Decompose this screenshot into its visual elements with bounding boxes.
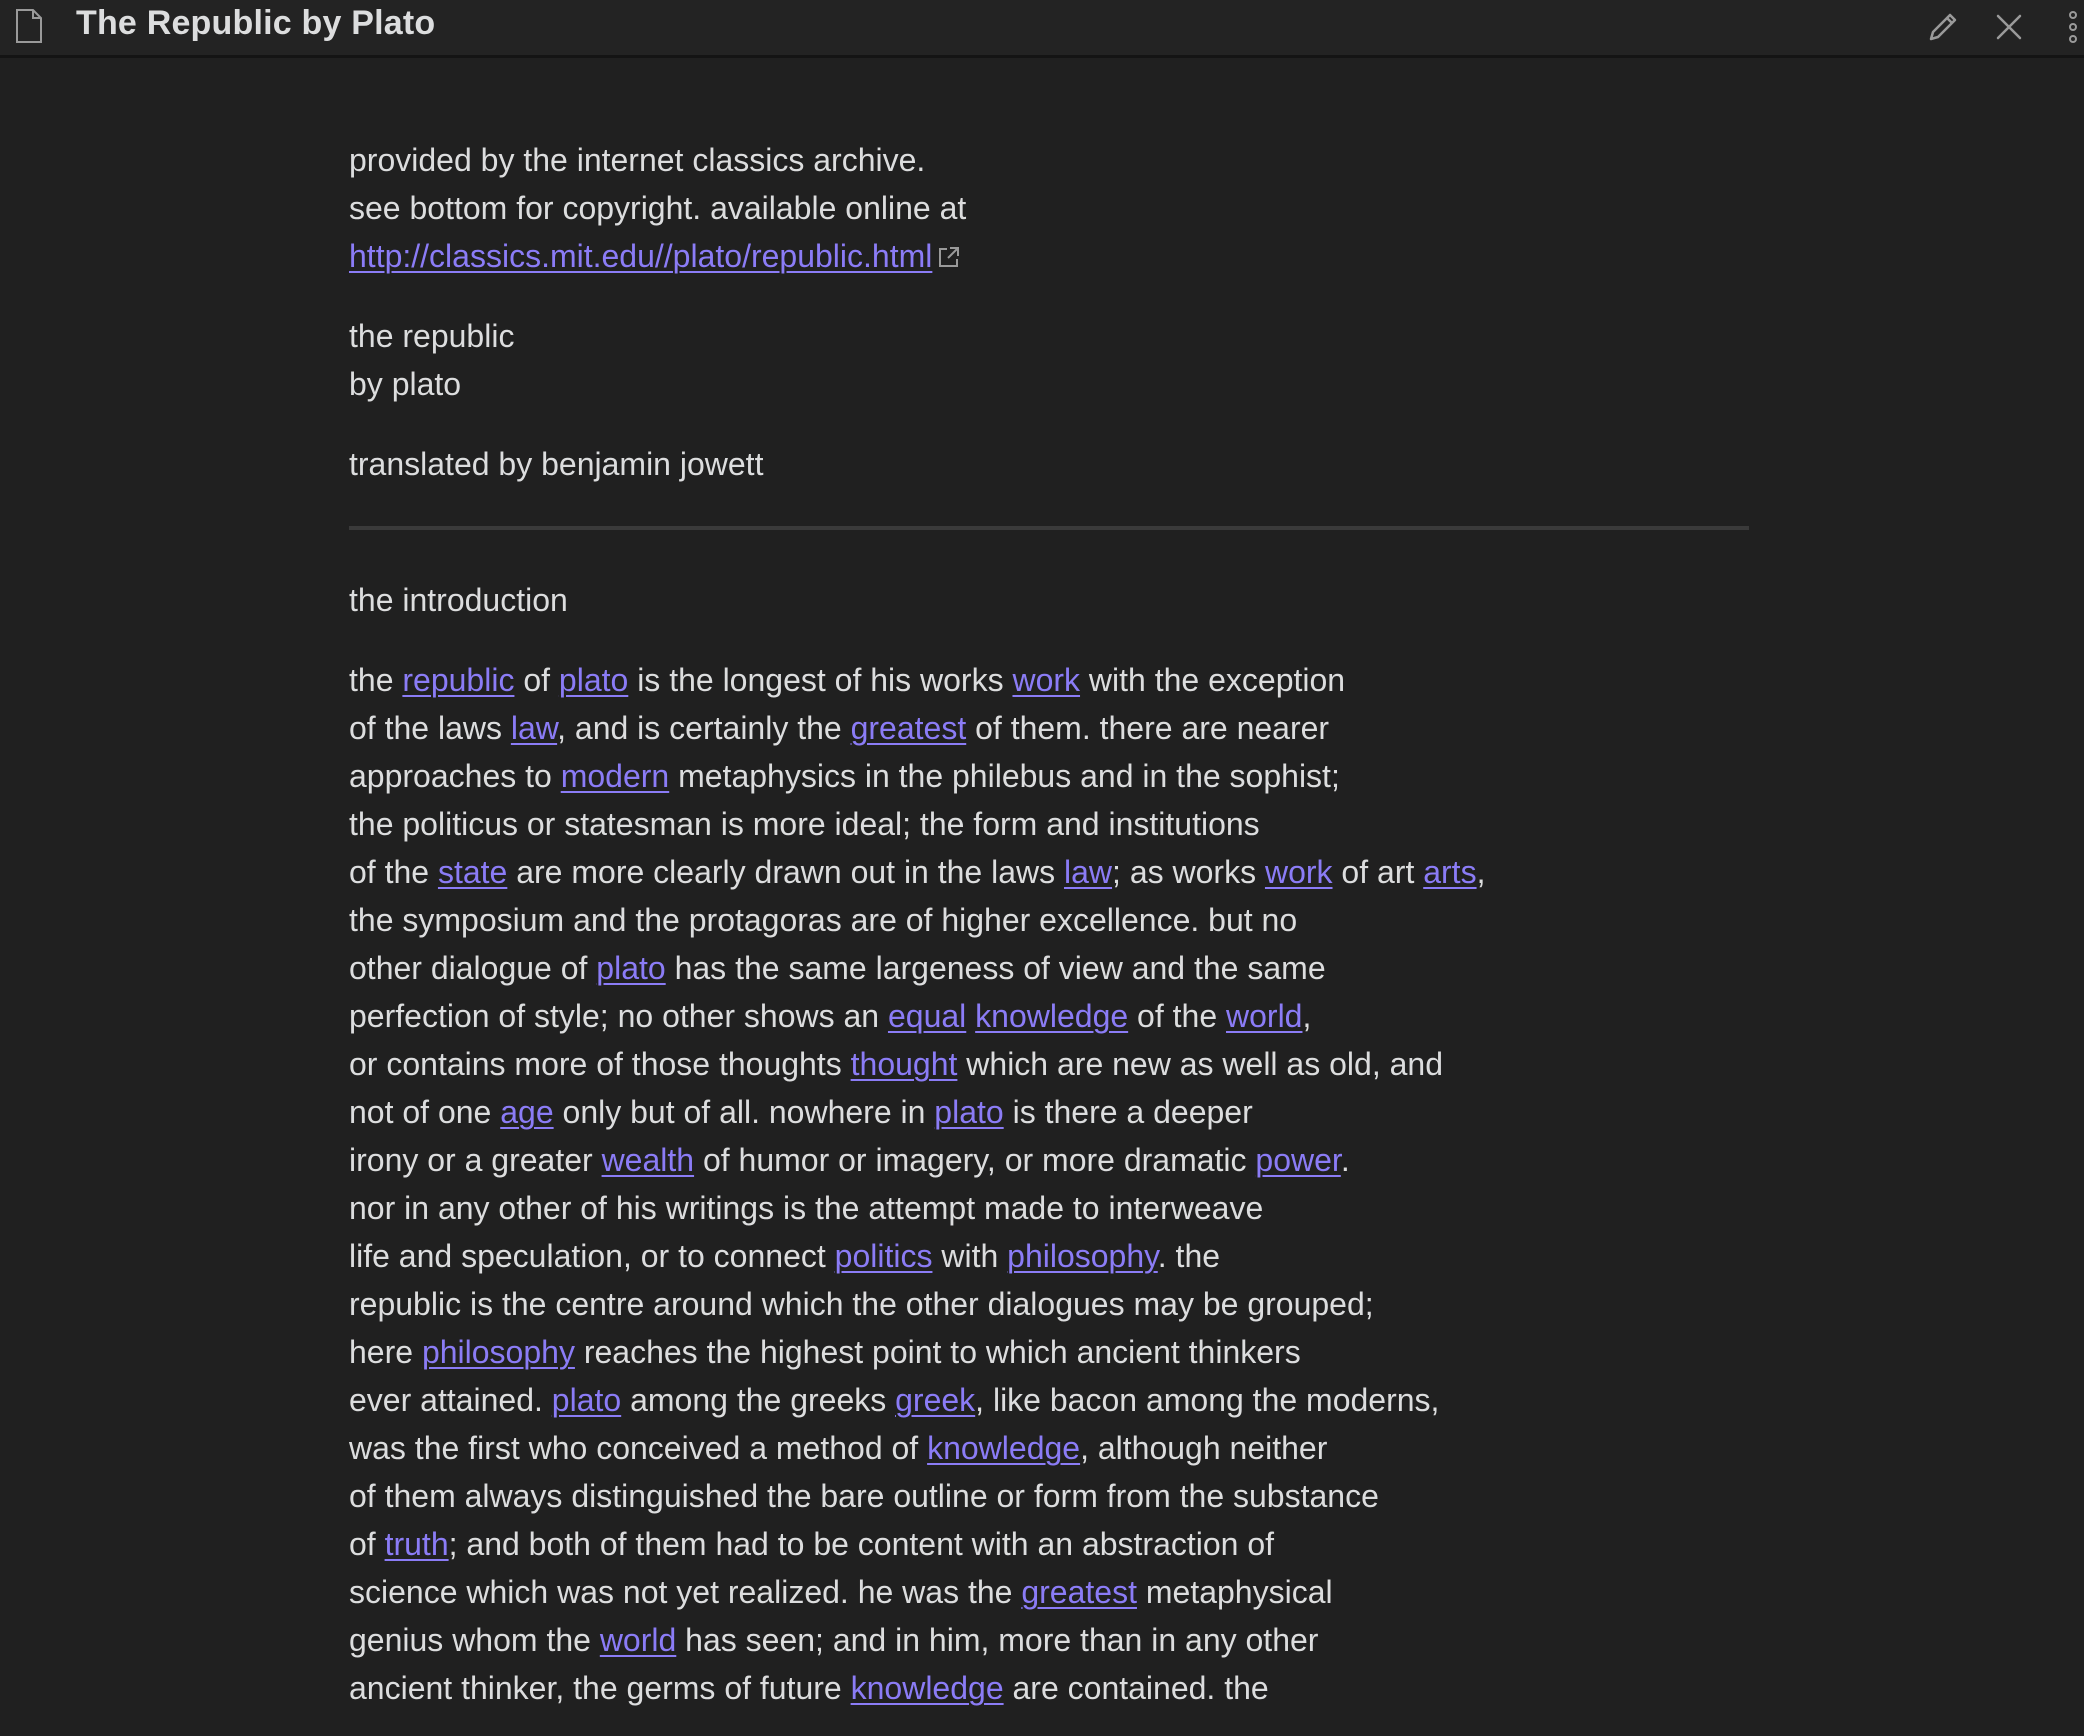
translator-line: translated by benjamin jowett (349, 446, 764, 482)
body-text: genius whom the (349, 1622, 600, 1658)
internal-link[interactable]: greatest (850, 710, 967, 746)
body-text: reaches the highest point to which ancient thinkers (574, 1334, 1301, 1370)
body-line (349, 1232, 1749, 1280)
body-text: , (1302, 998, 1312, 1034)
body-text: metaphysics in the philebus and in the sophist; (669, 758, 1340, 794)
body-text: the politicus or statesman is more ideal; the form and institutions (349, 806, 1260, 842)
internal-link[interactable]: plato (551, 1382, 622, 1418)
horizontal-divider (349, 526, 1749, 530)
title-paragraph (349, 312, 1749, 408)
source-link[interactable]: http://classics.mit.edu//plato/republic.html (349, 238, 933, 274)
body-line (349, 1568, 1749, 1616)
introduction-paragraph (349, 656, 1749, 1712)
internal-link[interactable]: republic (402, 662, 515, 698)
body-line (349, 752, 1749, 800)
body-text: with (932, 1238, 1008, 1274)
body-text: science which was not yet realized. he was the (349, 1574, 1022, 1610)
internal-link[interactable]: greek (895, 1382, 976, 1418)
internal-link[interactable]: knowledge (850, 1670, 1004, 1706)
close-icon[interactable] (1990, 8, 2028, 46)
body-text: or contains more of those thoughts (349, 1046, 851, 1082)
internal-link[interactable]: plato (596, 950, 666, 986)
body-line (349, 1472, 1749, 1520)
header-paragraph (349, 136, 1749, 280)
body-line (349, 1520, 1749, 1568)
header-line: provided by the internet classics archive. (349, 142, 926, 178)
body-text: are more clearly drawn out in the laws (507, 854, 1065, 890)
body-text: . (1340, 1142, 1350, 1178)
body-line (349, 1616, 1749, 1664)
body-line (349, 1424, 1749, 1472)
body-text: life and speculation, or to connect (349, 1238, 835, 1274)
more-options-icon[interactable] (2062, 8, 2084, 46)
body-line (349, 656, 1749, 704)
note-article (349, 136, 1749, 1736)
internal-link[interactable]: world (599, 1622, 677, 1658)
body-text: , (1476, 854, 1486, 890)
body-text: of them. there are nearer (966, 710, 1330, 746)
body-text: among the greeks (621, 1382, 896, 1418)
internal-link[interactable]: state (437, 854, 508, 890)
internal-link[interactable]: age (500, 1094, 554, 1130)
internal-link[interactable]: greatest (1021, 1574, 1137, 1610)
body-text: of the laws (349, 710, 511, 746)
body-text: of (349, 1526, 385, 1562)
section-heading-paragraph (349, 576, 1749, 624)
body-text: , like bacon among the moderns, (975, 1382, 1440, 1418)
body-text: not of one (349, 1094, 501, 1130)
internal-link[interactable]: plato (558, 662, 629, 698)
internal-link[interactable]: work (1264, 854, 1333, 890)
body-text: , and is certainly the (557, 710, 851, 746)
body-line (349, 704, 1749, 752)
body-text: nor in any other of his writings is the attempt made to interweave (349, 1190, 1264, 1226)
internal-link[interactable]: modern (560, 758, 670, 794)
internal-link[interactable]: law (510, 710, 558, 746)
body-text: republic is the centre around which the other dialogues may be grouped; (349, 1286, 1374, 1322)
section-heading: the introduction (349, 582, 568, 618)
body-text: with the exception (1080, 662, 1346, 698)
body-text: was the first who conceived a method of (349, 1430, 928, 1466)
internal-link[interactable]: power (1255, 1142, 1341, 1178)
reading-view[interactable] (0, 58, 2084, 1736)
body-text: irony or a greater (349, 1142, 602, 1178)
body-text (966, 998, 975, 1034)
internal-link[interactable]: work (1012, 662, 1081, 698)
internal-link[interactable]: world (1226, 998, 1303, 1034)
body-line (349, 1136, 1749, 1184)
internal-link[interactable]: law (1064, 854, 1113, 890)
body-line (349, 1664, 1749, 1712)
book-author: by plato (349, 366, 462, 402)
body-text: has the same largeness of view and the same (665, 950, 1326, 986)
internal-link[interactable]: wealth (601, 1142, 695, 1178)
body-text: of the (349, 854, 438, 890)
source-link-line (349, 232, 1749, 280)
body-text: approaches to (349, 758, 561, 794)
edit-icon[interactable] (1924, 8, 1962, 46)
internal-link[interactable]: plato (934, 1094, 1004, 1130)
body-text: , although neither (1080, 1430, 1328, 1466)
body-text: perfection of style; no other shows an (349, 998, 888, 1034)
body-line (349, 1088, 1749, 1136)
internal-link[interactable]: truth (384, 1526, 449, 1562)
body-line (349, 992, 1749, 1040)
internal-link[interactable]: equal (887, 998, 967, 1034)
body-text: only but of all. nowhere in (553, 1094, 935, 1130)
body-text: . the (1157, 1238, 1221, 1274)
body-text: is there a deeper (1003, 1094, 1253, 1130)
internal-link[interactable]: politics (834, 1238, 933, 1274)
body-line (349, 896, 1749, 944)
body-text: ever attained. (349, 1382, 552, 1418)
internal-link[interactable]: knowledge (975, 998, 1129, 1034)
file-icon (14, 8, 44, 44)
body-text: of (514, 662, 559, 698)
external-link-icon (936, 244, 962, 270)
body-text: the symposium and the protagoras are of higher excellence. but no (349, 902, 1298, 938)
body-text: here (349, 1334, 422, 1370)
internal-link[interactable]: arts (1423, 854, 1477, 890)
body-text: ; as works (1112, 854, 1265, 890)
body-line (349, 1376, 1749, 1424)
book-title: the republic (349, 318, 515, 354)
body-line (349, 800, 1749, 848)
body-text: other dialogue of (349, 950, 597, 986)
body-line (349, 1328, 1749, 1376)
body-line (349, 1280, 1749, 1328)
body-text: of humor or imagery, or more dramatic (694, 1142, 1256, 1178)
internal-link[interactable]: philosophy (1007, 1238, 1158, 1274)
body-text: are contained. the (1003, 1670, 1269, 1706)
body-text: of them always distinguished the bare outline or form from the substance (349, 1478, 1379, 1514)
body-text: of art (1332, 854, 1424, 890)
window-title: The Republic by Plato (76, 4, 436, 42)
body-line (349, 848, 1749, 896)
internal-link[interactable]: knowledge (927, 1430, 1081, 1466)
body-text: ancient thinker, the germs of future (349, 1670, 851, 1706)
body-text: the (349, 662, 403, 698)
internal-link[interactable]: philosophy (421, 1334, 575, 1370)
body-text: has seen; and in him, more than in any other (676, 1622, 1319, 1658)
body-text: metaphysical (1136, 1574, 1333, 1610)
body-text: ; and both of them had to be content with an abstraction of (448, 1526, 1275, 1562)
header-line: see bottom for copyright. available online at (349, 190, 967, 226)
body-line (349, 944, 1749, 992)
title-bar (0, 0, 2084, 58)
translator-paragraph (349, 440, 1749, 488)
internal-link[interactable]: thought (850, 1046, 958, 1082)
body-line (349, 1040, 1749, 1088)
body-text: of the (1128, 998, 1226, 1034)
body-line (349, 1184, 1749, 1232)
body-text: is the longest of his works (628, 662, 1013, 698)
body-text: which are new as well as old, and (957, 1046, 1443, 1082)
